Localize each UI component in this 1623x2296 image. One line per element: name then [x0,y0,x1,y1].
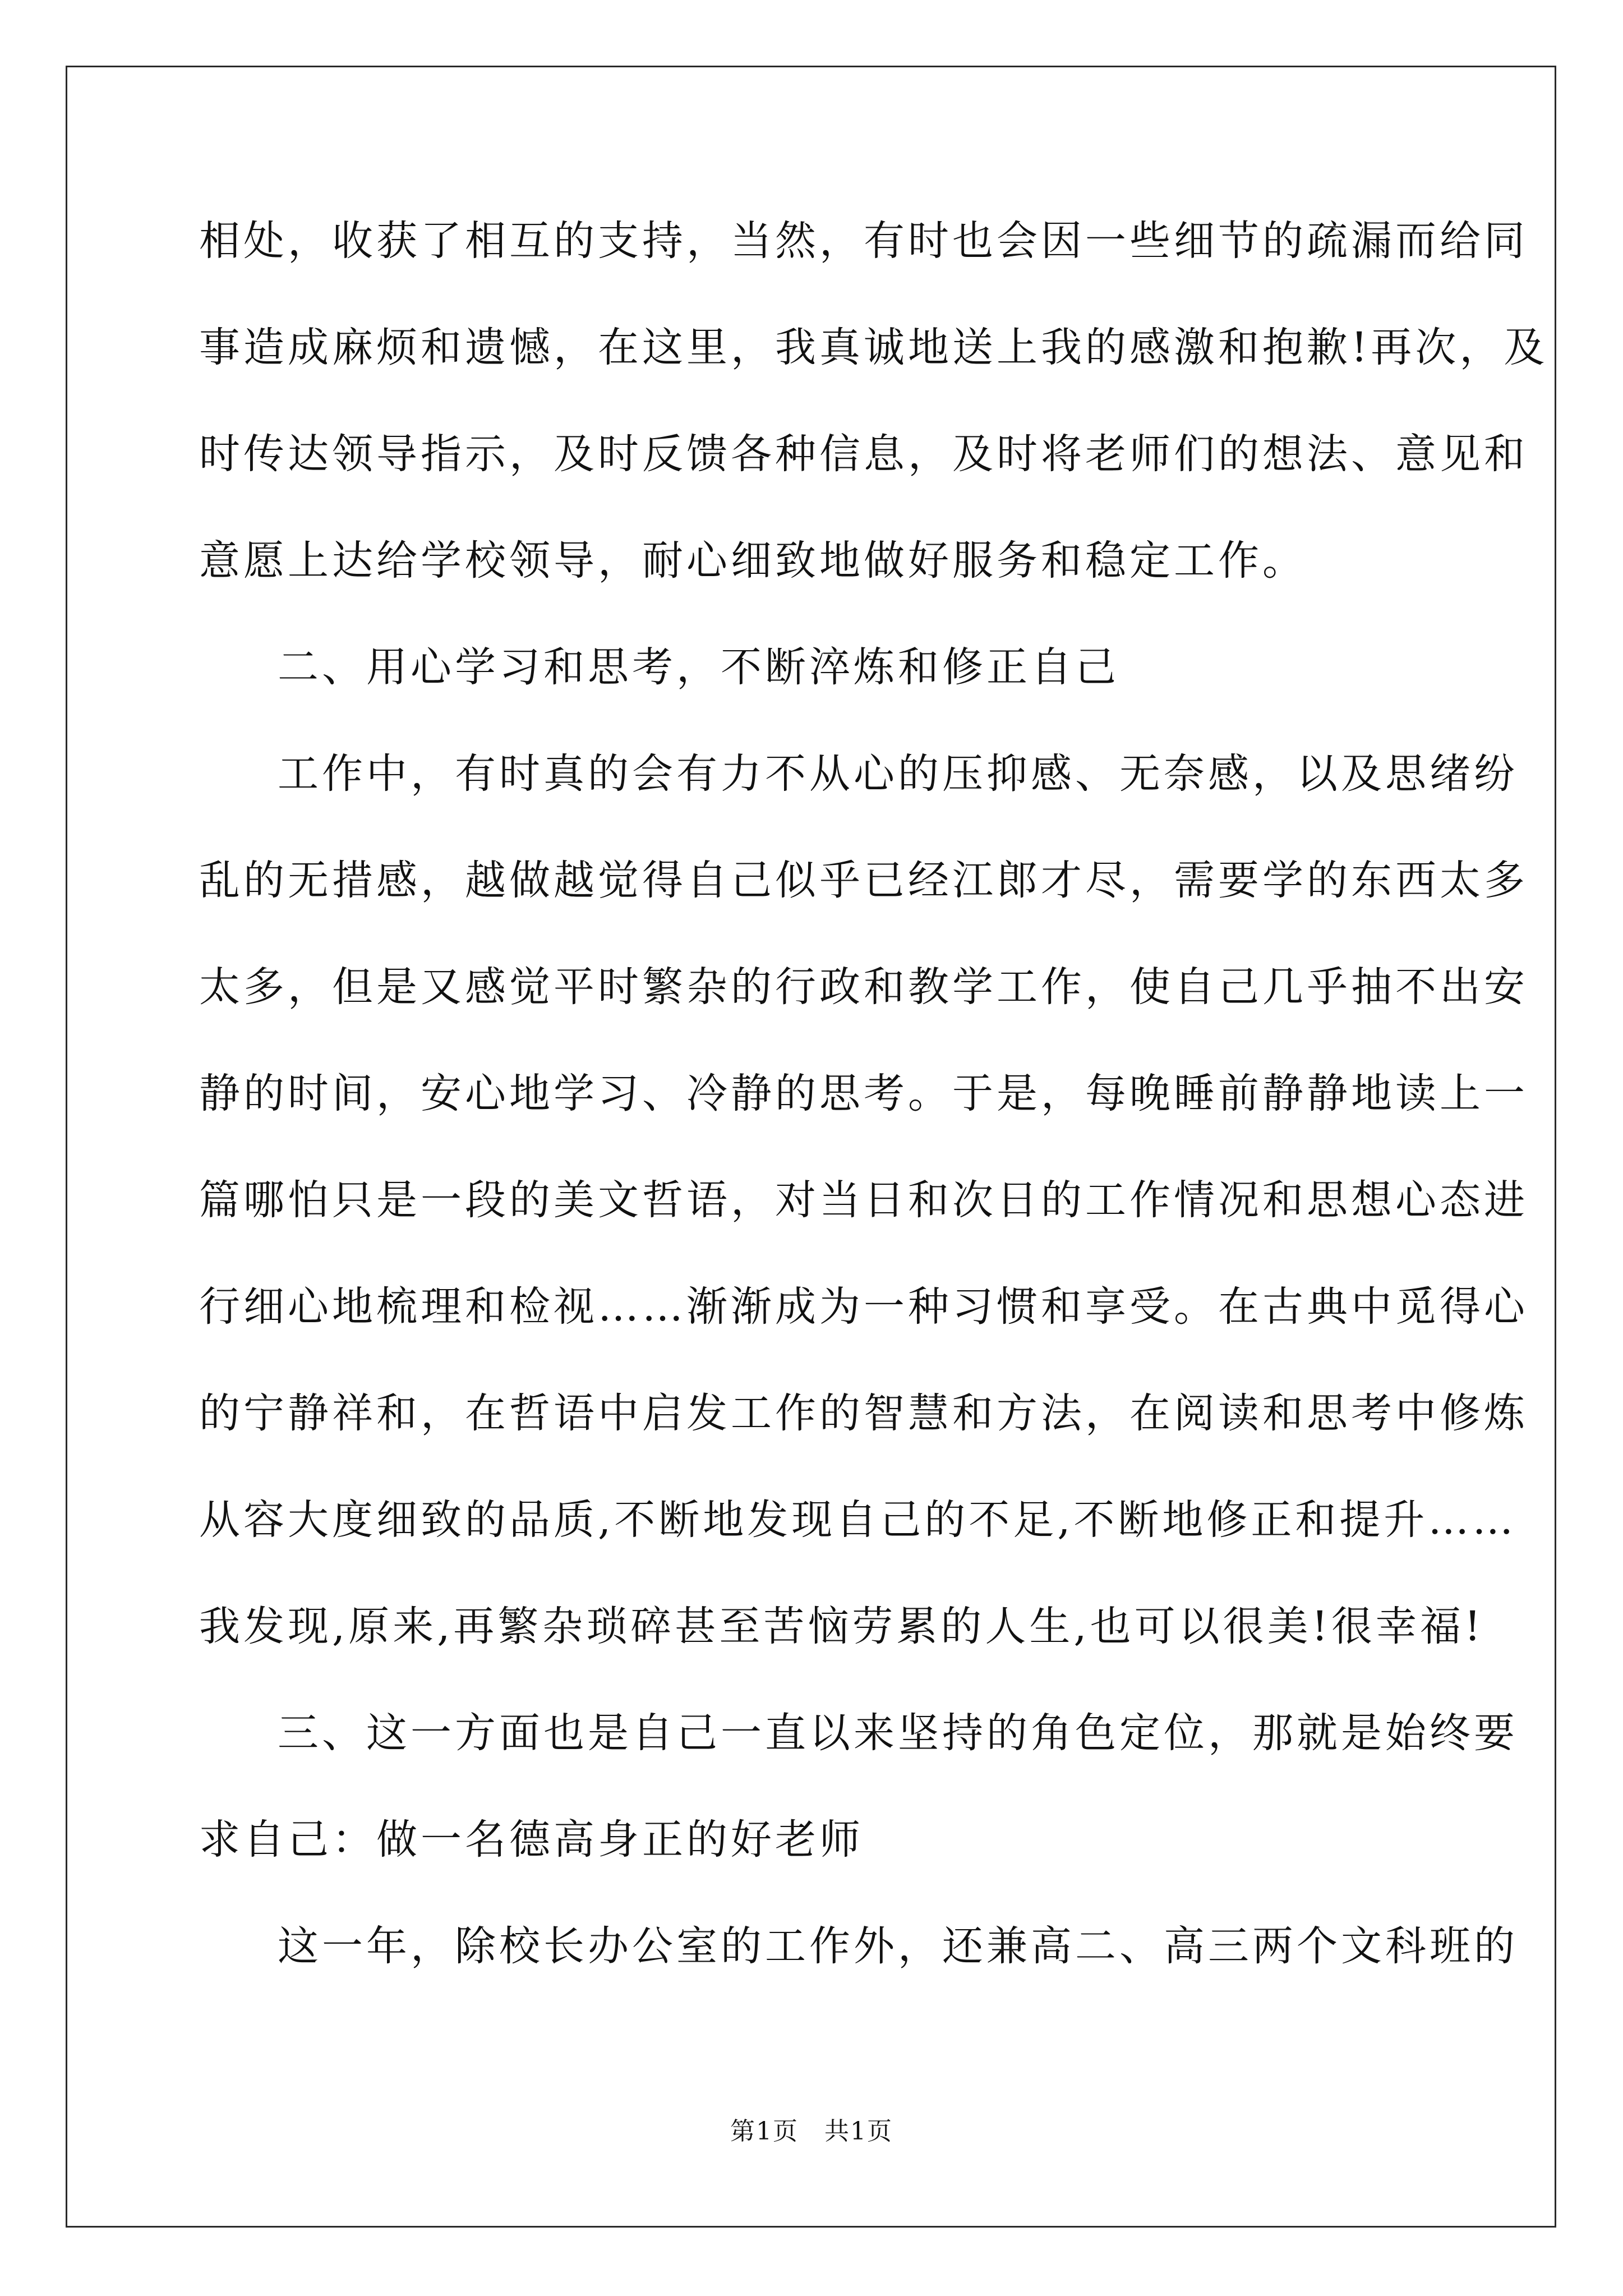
text-line: 这一年，除校长办公室的工作外，还兼高二、高三两个文科班的 [278,1922,1518,1970]
text-line: 的宁静祥和，在哲语中启发工作的智慧和方法，在阅读和思考中修炼 [199,1389,1528,1437]
text-line: 行细心地梳理和检视……渐渐成为一种习惯和享受。在古典中觅得心 [199,1283,1528,1331]
text-line: 意愿上达给学校领导，耐心细致地做好服务和稳定工作。 [199,537,1307,585]
text-line: 静的时间，安心地学习、冷静的思考。于是，每晚睡前静静地读上一 [199,1070,1528,1117]
text-line: 事造成麻烦和遗憾，在这里，我真诚地送上我的感激和抱歉!再次，及 [199,324,1548,371]
text-line: 太多，但是又感觉平时繁杂的行政和教学工作，使自己几乎抽不出安 [199,963,1528,1011]
text-line: 我发现,原来,再繁杂琐碎甚至苦恼劳累的人生,也可以很美!很幸福! [199,1603,1484,1650]
text-line: 篇哪怕只是一段的美文哲语，对当日和次日的工作情况和思想心态进 [199,1176,1528,1224]
page-border [66,66,1556,2228]
section-heading: 三、这一方面也是自己一直以来坚持的角色定位，那就是始终要 [278,1709,1518,1757]
text-line: 从容大度细致的品质,不断地发现自己的不足,不断地修正和提升…… [199,1496,1517,1544]
text-line: 乱的无措感，越做越觉得自己似乎已经江郎才尽，需要学的东西太多 [199,857,1528,904]
text-line: 相处，收获了相互的支持，当然，有时也会因一些细节的疏漏而给同 [199,217,1528,265]
page-number-footer: 第1页 共1页 [730,2117,893,2146]
text-line: 时传达领导指示，及时反馈各种信息，及时将老师们的想法、意见和 [199,430,1528,478]
section-heading: 二、用心学习和思考，不断淬炼和修正自己 [278,643,1119,691]
section-heading-continued: 求自己：做一名德高身正的好老师 [199,1816,864,1864]
text-line: 工作中，有时真的会有力不从心的压抑感、无奈感，以及思绪纷 [278,750,1518,798]
